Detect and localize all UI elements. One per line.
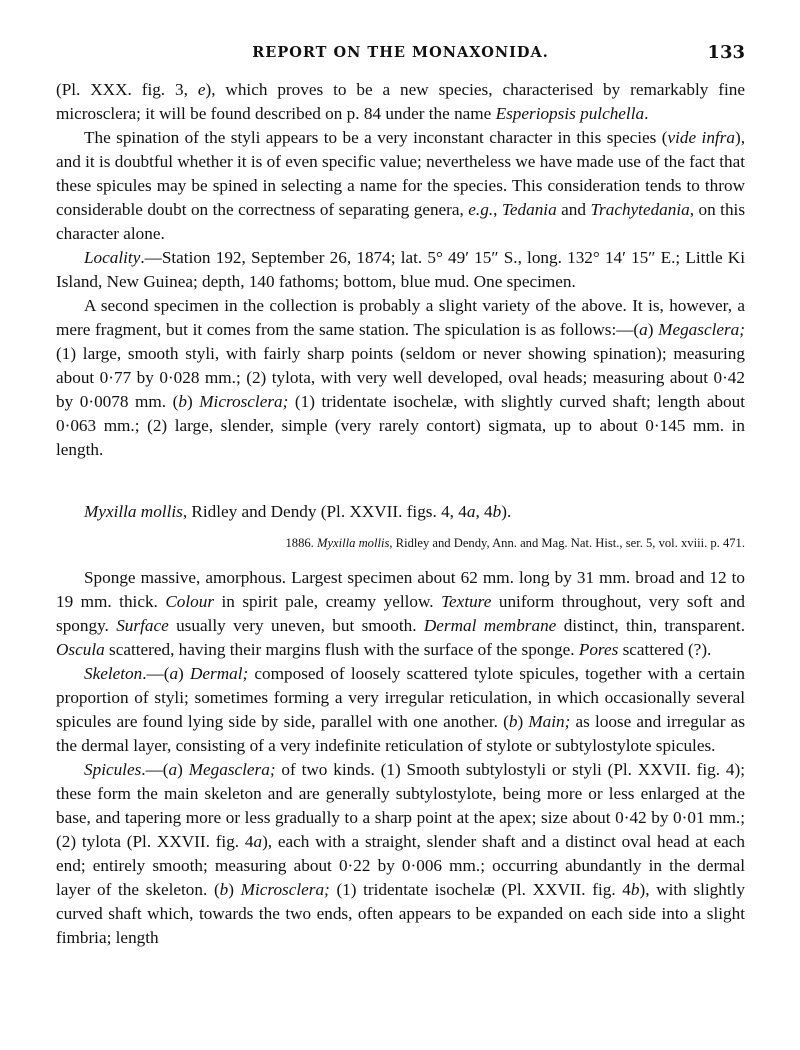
text-run: , Ridley and Dendy (Pl. XXVII. figs. 4, 4 [182, 502, 467, 521]
text-run: scattered (?). [618, 640, 712, 659]
italic-run: a [466, 502, 476, 521]
running-head: REPORT ON THE MONAXONIDA. [252, 44, 549, 61]
text-run: usually very uneven, but smooth. [168, 616, 424, 635]
text-run: ) [517, 712, 529, 731]
text-run: composed of loosely scattered tylote spicules, together with a certain proportion of styli; sometimes forming a very irregular reticulation, in which occasionally several spicules are found lying side by side, parallel with one another. ( [56, 664, 745, 731]
text-run: in spirit pale, creamy yellow. [214, 592, 442, 611]
italic-run: b [508, 712, 518, 731]
italic-run: a [168, 760, 178, 779]
italic-run: Trachytedania [590, 200, 690, 219]
bibliographic-reference [56, 534, 745, 552]
paragraph-spination [56, 126, 745, 246]
text-run: (1) tridentate isochelæ, with slightly curved shaft; length about 0·063 mm.; (2) large, slender, simple (very rarely contort) sigmata, up to about 0·145 mm. in length. [56, 392, 746, 459]
italic-run: b [178, 392, 187, 411]
text-run: uniform throughout, very soft and spongy. [56, 592, 746, 635]
italic-run: b [219, 880, 229, 899]
text-run: as loose and irregular as the dermal layer, consisting of a very indefinite reticulation of stylote or subtylostylote spicules. [56, 712, 746, 755]
text-run: A second specimen in the collection is probably a slight variety of the above. It is, however, a mere fragment, but it comes from the same station. The spiculation is as follows:—( [56, 296, 745, 339]
text-run: ) [228, 880, 241, 899]
text-run: ) [186, 392, 200, 411]
body-text [56, 78, 745, 950]
text-run: and [556, 200, 591, 219]
italic-run: vide infra [667, 128, 735, 147]
italic-run: Pores [578, 640, 619, 659]
italic-run: Microsclera; [199, 392, 289, 411]
text-run: , 4 [475, 502, 493, 521]
text-run: ) [177, 760, 189, 779]
text-run: , on this character alone. [56, 200, 746, 243]
text-run: , Ridley and Dendy, Ann. and Mag. Nat. Hist., ser. 5, vol. xviii. p. 471. [389, 536, 745, 550]
text-run: The spination of the styli appears to be a very inconstant character in this species ( [84, 128, 668, 147]
page-header [56, 44, 745, 68]
text-run: .—Station 192, September 26, 1874; lat. 5° 49′ 15″ S., long. 132° 14′ 15″ E.; Little Ki Island, New Guinea; depth, 140 fathoms; bottom, blue mud. One specimen. [56, 248, 745, 291]
italic-run: b [492, 502, 502, 521]
text-run: of two kinds. (1) Smooth subtylostyli or styli (Pl. XXVII. fig. 4); these form the main skeleton and are generally subtylostylote, being more or less enlarged at the base, and tapering more or less gradually to a sharp point at the apex; size about 0·42 by 0·01 mm.; (2) tylota (Pl. XXVII. fig. 4 [56, 760, 745, 851]
italic-run: Myxilla mollis [84, 502, 183, 521]
paragraph-continuation [56, 78, 745, 126]
paragraph-second-specimen [56, 294, 745, 462]
italic-run: Spicules [84, 760, 142, 779]
italic-run: Skeleton [84, 664, 143, 683]
text-run: , [493, 200, 502, 219]
text-run: .—( [141, 760, 169, 779]
italic-run: Dermal membrane [423, 616, 557, 635]
italic-run: b [630, 880, 640, 899]
text-run: ), with slightly curved shaft which, towards the two ends, often appears to be expanded on each side into a slight fimbria; length [56, 880, 745, 947]
paragraph-skeleton [56, 662, 745, 758]
text-run: ) [647, 320, 659, 339]
text-run: ) [178, 664, 190, 683]
italic-run: Dermal; [189, 664, 249, 683]
text-run: .—( [142, 664, 170, 683]
italic-run: a [169, 664, 179, 683]
italic-run: Oscula [56, 640, 105, 659]
italic-run: Colour [165, 592, 215, 611]
text-run: ). [501, 502, 512, 521]
text-run: distinct, thin, transparent. [556, 616, 745, 635]
italic-run: Texture [441, 592, 492, 611]
italic-run: e [197, 80, 206, 99]
italic-run: Esperiopsis pulchella [495, 104, 645, 123]
italic-run: Megasclera; [658, 320, 745, 339]
italic-run: Main; [528, 712, 571, 731]
text-run: Sponge massive, amorphous. Largest specimen about 62 mm. long by 31 mm. broad and 12 to 19 mm. thick. [56, 568, 745, 611]
paragraph-description [56, 566, 745, 662]
text-run: (Pl. XXX. fig. 3, [56, 80, 198, 99]
italic-run: Surface [116, 616, 169, 635]
text-run: (1) tridentate isochelæ (Pl. XXVII. fig. 4 [329, 880, 631, 899]
text-run: ), which proves to be a new species, characterised by remarkably fine microsclera; it will be found described on p. 84 under the name [56, 80, 745, 123]
italic-run: a [639, 320, 648, 339]
paragraph-spicules [56, 758, 745, 950]
page-number: 133 [707, 42, 745, 63]
text-run: ), and it is doubtful whether it is of even specific value; nevertheless we have made use of the fact that these spicules may be spined in selecting a name for the species. This consideration tends to throw considerable doubt on the correctness of separating genera, [56, 128, 745, 219]
text-run: ), each with a straight, slender shaft and a distinct oval head at each end; entirely smooth; measuring about 0·22 by 0·006 mm.; occurring abundantly in the dermal layer of the skeleton. ( [56, 832, 745, 899]
italic-run: Microsclera; [240, 880, 330, 899]
italic-run: a [253, 832, 263, 851]
text-run: . [644, 104, 649, 123]
italic-run: Megasclera; [188, 760, 276, 779]
italic-run: Myxilla mollis [316, 536, 390, 550]
text-run: 1886. [285, 536, 317, 550]
species-heading [56, 500, 745, 524]
paragraph-locality [56, 246, 745, 294]
italic-run: Tedania [501, 200, 557, 219]
italic-run: Locality [84, 248, 141, 267]
text-run: scattered, having their margins flush with the surface of the sponge. [104, 640, 579, 659]
text-run: (1) large, smooth styli, with fairly sharp points (seldom or never showing spination); measuring about 0·77 by 0·028 mm.; (2) tylota, with very well developed, oval heads; measuring about 0·42 by 0·0078 mm. ( [56, 344, 745, 411]
italic-run: e.g. [468, 200, 494, 219]
